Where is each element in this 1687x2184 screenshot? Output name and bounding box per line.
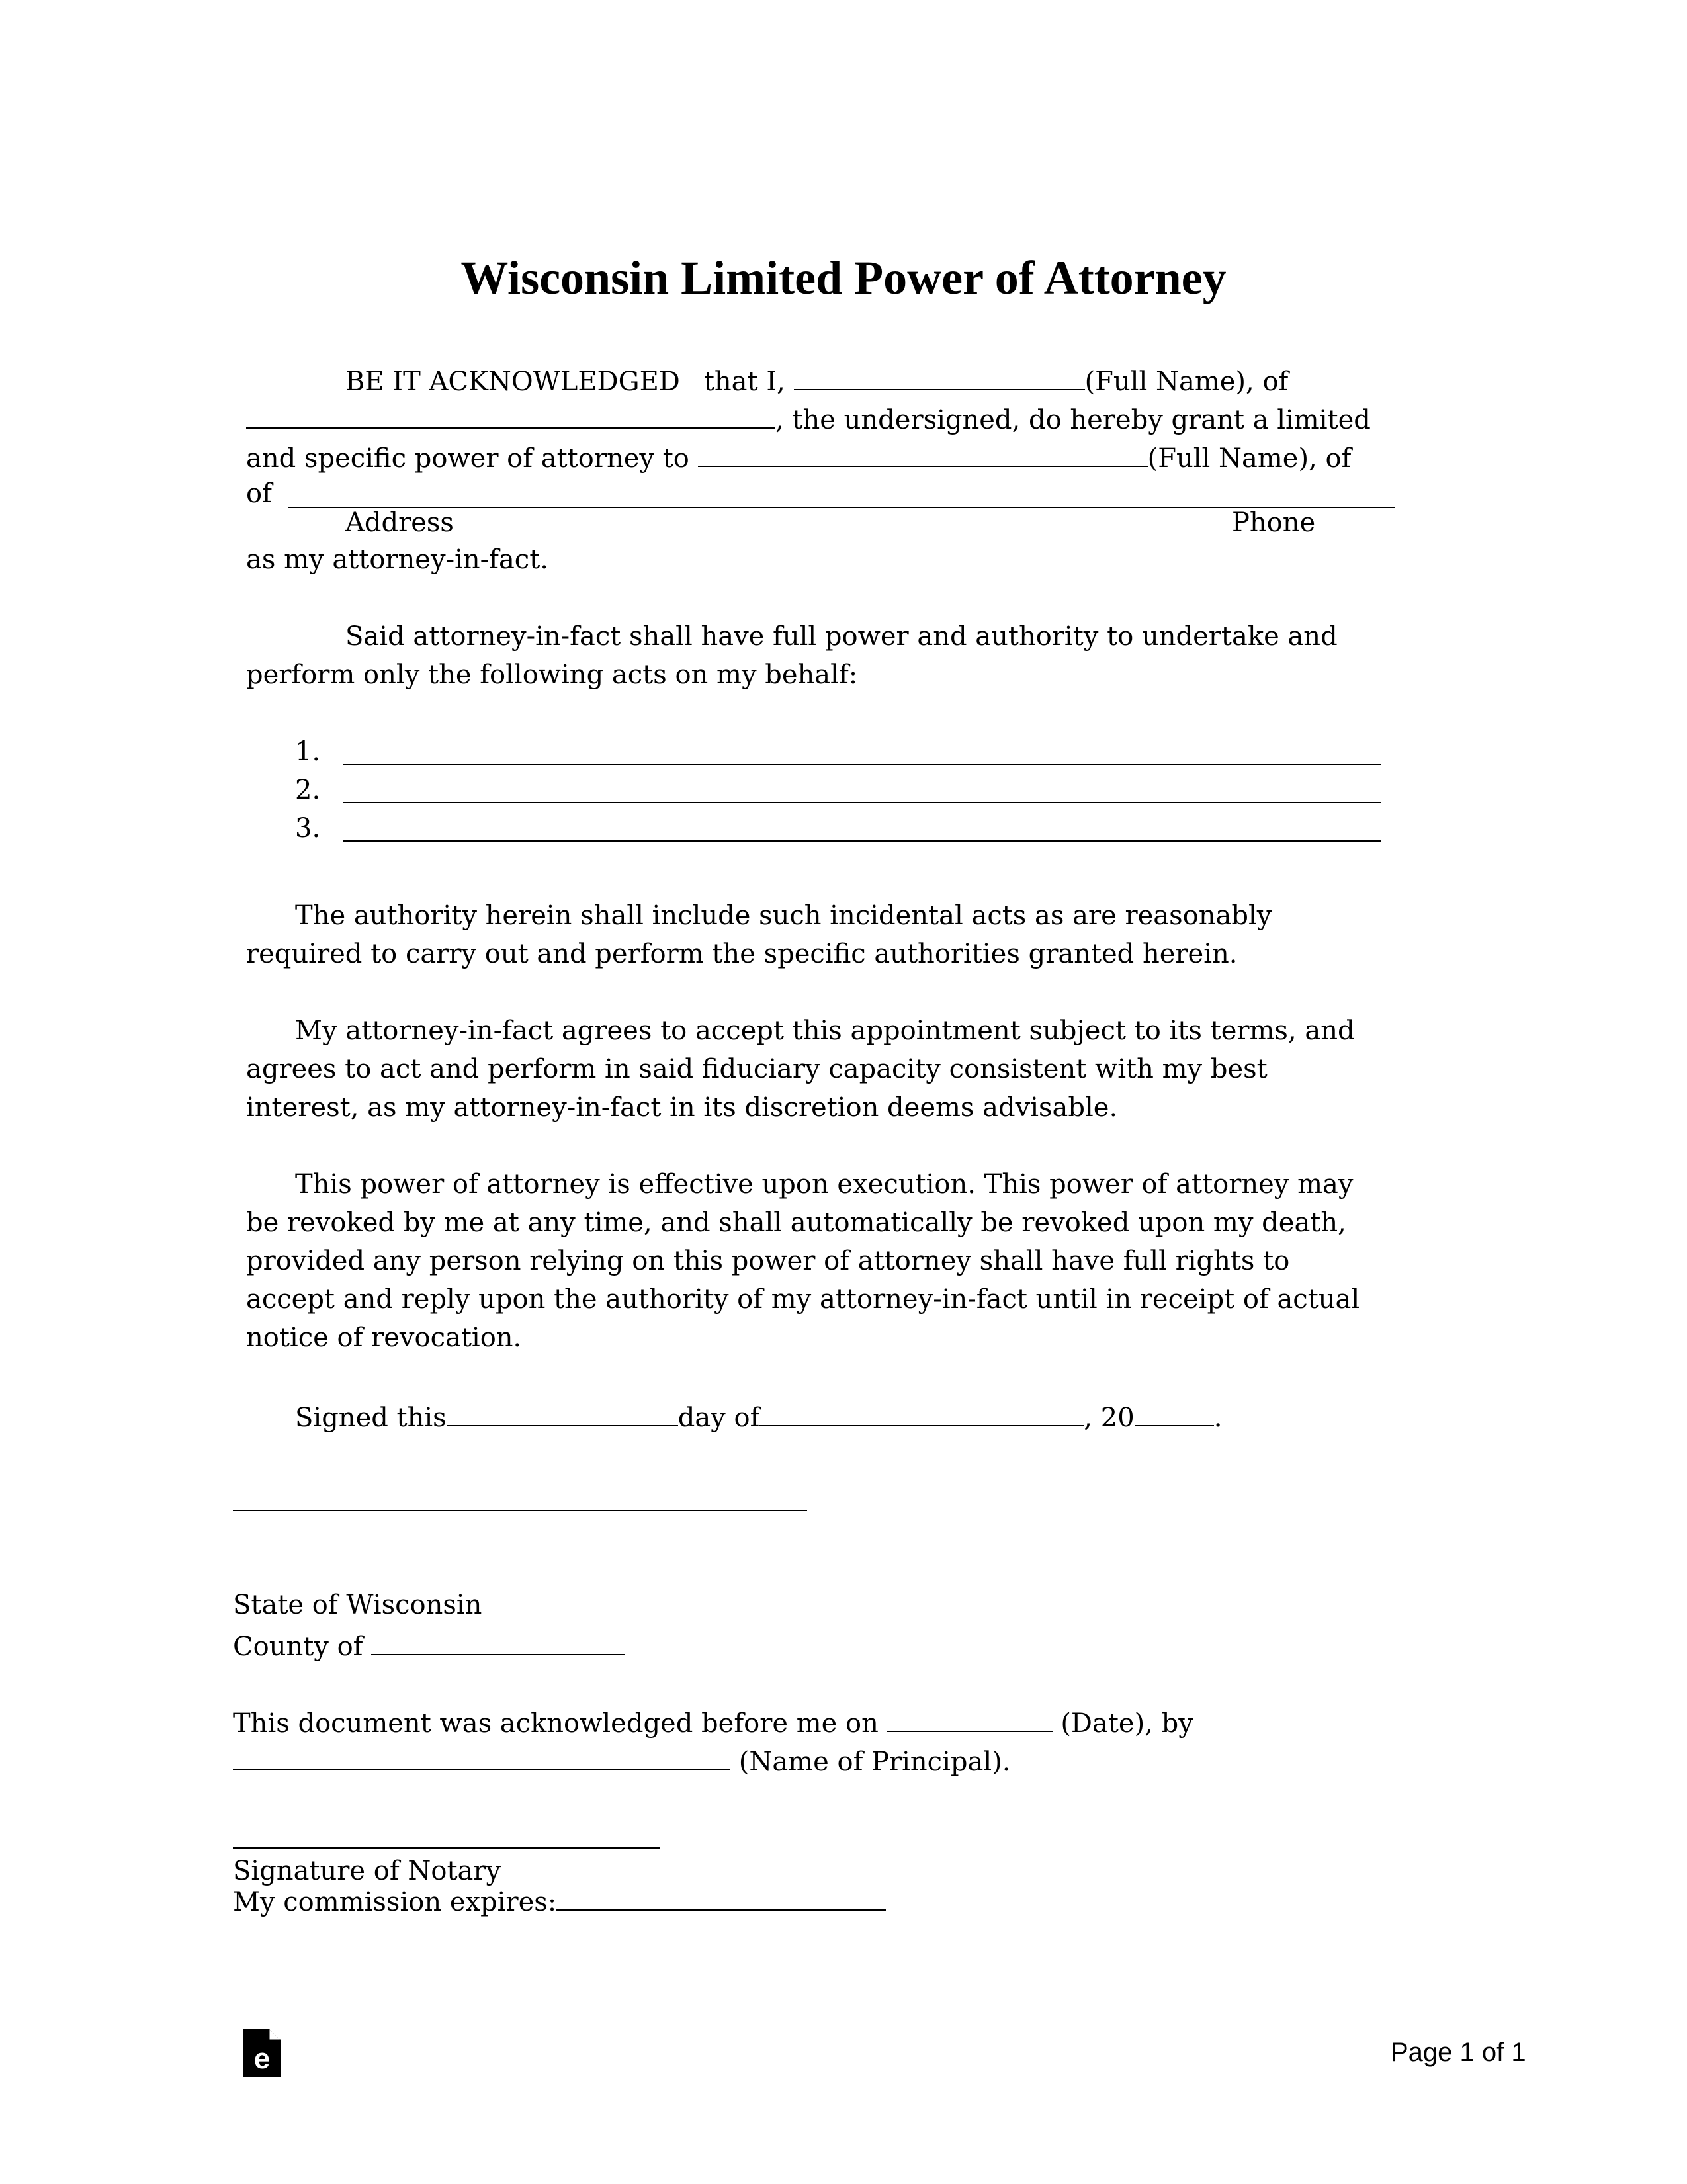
act-item-field-1[interactable]	[343, 764, 1381, 765]
undersigned-text: , the undersigned, do hereby grant a limited	[775, 405, 1371, 435]
signed-period: .	[1213, 1403, 1223, 1433]
agreement-line-2: agrees to act and perform in said fiduciary capacity consistent with my best	[246, 1054, 1268, 1084]
county-label: County of	[233, 1632, 363, 1662]
day-of-label: day of	[677, 1403, 760, 1433]
specific-poa-text: and specific power of attorney to	[246, 443, 689, 474]
signed-line	[295, 1401, 1222, 1431]
effective-line-1: This power of attorney is effective upon execution. This power of attorney may	[295, 1169, 1354, 1200]
incidental-line-2: required to carry out and perform the specific authorities granted herein.	[246, 939, 1238, 969]
date-by-label: (Date), by	[1060, 1708, 1193, 1739]
attorney-name-field[interactable]	[698, 442, 1148, 467]
act-item-field-3[interactable]	[343, 840, 1381, 842]
address-label: Address	[345, 507, 454, 538]
full-name-label-2: (Full Name), of	[1147, 443, 1352, 474]
act-item-number-3: 3.	[295, 813, 321, 844]
agreement-line-3: interest, as my attorney-in-fact in its discretion deems advisable.	[246, 1092, 1118, 1123]
principal-address-field[interactable]	[246, 404, 775, 429]
phone-label: Phone	[1232, 507, 1316, 538]
acknowledged-date-field[interactable]	[887, 1707, 1053, 1732]
effective-line-5: notice of revocation.	[246, 1323, 522, 1353]
acknowledged-line-2	[233, 1745, 1010, 1775]
signed-year-field[interactable]	[1135, 1401, 1214, 1426]
county-line	[233, 1630, 625, 1660]
intro-lead: BE IT ACKNOWLEDGED	[345, 367, 680, 397]
signature-of-notary-label: Signature of Notary	[233, 1856, 501, 1886]
of-label: of	[246, 478, 272, 509]
intro-that-i: that I,	[703, 367, 785, 397]
document-logo-icon	[243, 2029, 281, 2077]
full-name-label: (Full Name), of	[1084, 367, 1289, 397]
agreement-line-1: My attorney-in-fact agrees to accept this appointment subject to its terms, and	[295, 1016, 1355, 1046]
signed-day-field[interactable]	[447, 1401, 678, 1426]
commission-expires-field[interactable]	[556, 1886, 886, 1911]
as-attorney-text: as my attorney-in-fact.	[246, 545, 548, 575]
signed-this-label: Signed this	[295, 1403, 447, 1433]
intro-line-2	[246, 404, 1371, 433]
acknowledged-line-1	[233, 1707, 1193, 1737]
year-prefix: , 20	[1084, 1403, 1135, 1433]
page-number: Page 1 of 1	[1391, 2038, 1526, 2067]
act-item-number-2: 2.	[295, 775, 321, 805]
principal-name-notary-field[interactable]	[233, 1745, 730, 1770]
incidental-line-1: The authority herein shall include such incidental acts as are reasonably	[295, 900, 1272, 931]
effective-line-3: provided any person relying on this power of attorney shall have full rights to	[246, 1246, 1290, 1276]
commission-expires-line	[233, 1886, 886, 1915]
act-item-number-1: 1.	[295, 736, 321, 767]
state-label: State of Wisconsin	[233, 1590, 482, 1620]
effective-line-2: be revoked by me at any time, and shall automatically be revoked upon my death,	[246, 1207, 1346, 1238]
powers-line-1: Said attorney-in-fact shall have full power and authority to undertake and	[345, 621, 1338, 652]
commission-expires-label: My commission expires:	[233, 1887, 557, 1917]
principal-name-field[interactable]	[794, 365, 1085, 390]
notary-signature-line[interactable]	[233, 1847, 660, 1849]
document-title: Wisconsin Limited Power of Attorney	[460, 251, 1227, 304]
svg-text:e: e	[253, 2042, 271, 2075]
act-item-field-2[interactable]	[343, 802, 1381, 803]
signed-month-field[interactable]	[759, 1401, 1084, 1426]
intro-line-1	[345, 365, 1288, 395]
intro-line-3	[246, 442, 1351, 472]
effective-line-4: accept and reply upon the authority of my attorney-in-fact until in receipt of actual	[246, 1284, 1360, 1315]
powers-line-2: perform only the following acts on my behalf:	[246, 660, 858, 690]
name-of-principal-label: (Name of Principal).	[738, 1747, 1011, 1777]
county-field[interactable]	[371, 1630, 625, 1655]
acknowledged-text: This document was acknowledged before me on	[233, 1708, 879, 1739]
attorney-address-phone-field[interactable]	[288, 507, 1395, 508]
principal-signature-line[interactable]	[233, 1510, 807, 1511]
